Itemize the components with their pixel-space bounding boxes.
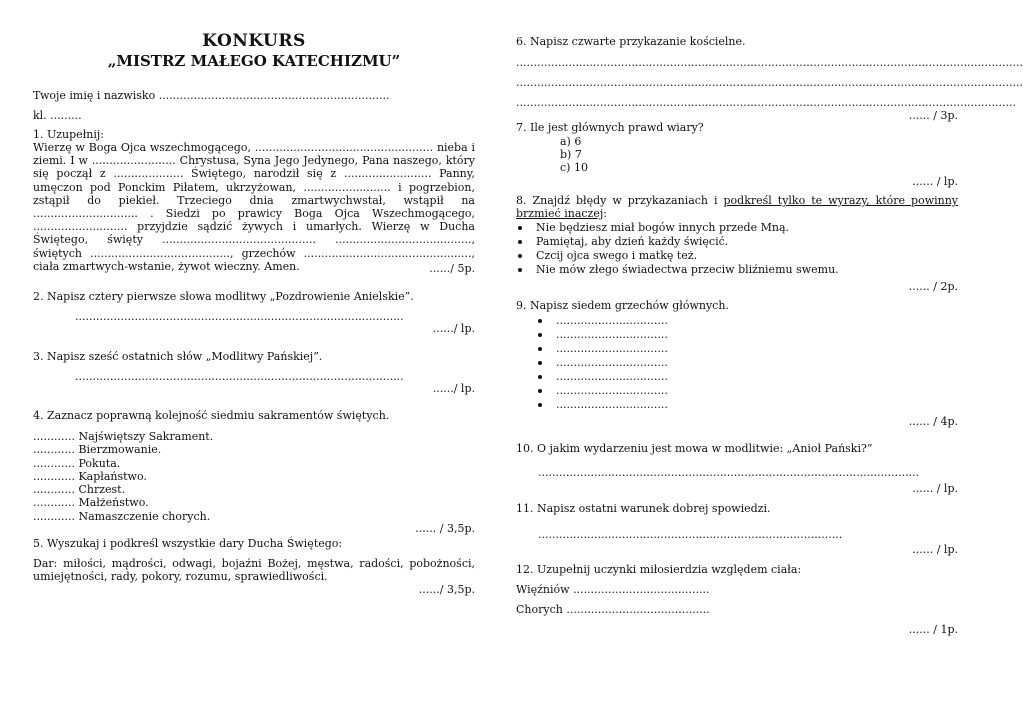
q9-title: 9. Napisz siedem grzechów głównych. [516, 299, 729, 312]
list-item: ............ Kapłaństwo. [33, 469, 147, 483]
q4-title: 4. Zaznacz poprawną kolejność siedmiu sakramentów świętych. [33, 409, 390, 422]
bullet-icon [538, 389, 542, 393]
list-item-text: ................................ [556, 370, 668, 383]
list-item: ............ Małżeństwo. [33, 496, 149, 510]
list-item [536, 314, 668, 328]
list-item [516, 221, 839, 235]
q6-line-3: ............................................................................................................................................... [516, 96, 1017, 109]
q2-title: 2. Napisz cztery pierwsze słowa modlitwy „Pozdrowienie Anielskie”. [33, 290, 414, 303]
q2-answer-line: .............................................................................................. [75, 310, 404, 323]
q7-title: 7. Ile jest głównych prawd wiary? [516, 121, 704, 134]
q11-points: ...... / lp. [912, 543, 958, 556]
list-item [536, 328, 668, 342]
list-item-text: Pamiętaj, aby dzień każdy święcić. [536, 235, 729, 248]
list-item-text: Nie będziesz miał bogów innych przede Mną. [536, 221, 790, 234]
list-item-text: ................................ [556, 314, 668, 327]
page-subtitle: „MISTRZ MAŁEGO KATECHIZMU” [107, 52, 401, 70]
bullet-icon [518, 240, 522, 244]
q5-points: ....../ 3,5p. [418, 583, 475, 596]
q8-title-text: 8. Znajdź błędy w przykazaniach i [516, 194, 724, 207]
list-item-text: Czcij ojca swego i matkę też. [536, 249, 698, 262]
page-title: KONKURS [202, 31, 306, 51]
q10-answer-line: ............................................................................................................. [538, 466, 920, 479]
q11-answer-line: ....................................................................................... [538, 528, 843, 541]
q6-title: 6. Napisz czwarte przykazanie kościelne. [516, 35, 746, 48]
q8-title-colon: : [603, 207, 607, 221]
q2-points: ....../ lp. [432, 322, 475, 335]
q1-points: ....../ 5p. [429, 262, 475, 275]
q1-title: 1. Uzupełnij: [33, 128, 104, 141]
q12-line-prisoners: Więźniów ....................................... [516, 583, 710, 596]
q4-list [33, 430, 213, 523]
q6-line-2: ................................................................................................................................................. [516, 76, 1023, 89]
q7-option-b: b) 7 [560, 148, 582, 161]
list-item-text: ................................ [556, 328, 668, 341]
bullet-icon [538, 403, 542, 407]
list-item [536, 370, 668, 384]
list-item [536, 356, 668, 370]
bullet-icon [538, 333, 542, 337]
q12-line-sick: Chorych ......................................... [516, 603, 710, 616]
q3-title: 3. Napisz sześć ostatnich słów „Modlitwy Pańskiej”. [33, 350, 323, 363]
list-item: ............ Pokuta. [33, 456, 121, 470]
list-item [536, 398, 668, 412]
q7-points: ...... / lp. [912, 175, 958, 188]
q12-title: 12. Uzupełnij uczynki miłosierdzia względem ciała: [516, 563, 802, 576]
bullet-icon [538, 375, 542, 379]
list-item [536, 342, 668, 356]
q8-title [516, 194, 958, 220]
q9-points: ...... / 4p. [908, 415, 958, 428]
list-item-text: ................................ [556, 356, 668, 369]
q8-points: ...... / 2p. [908, 280, 958, 293]
q1-text: Wierzę w Boga Ojca wszechmogącego, ................................................... nieba i ziemi. I w ........................ Chrystusa, Syna Jego Jedynego, Pana naszego, który się począł z .................... Świętego, narodził się z ......................... Panny, umęczon pod Ponckim Piłatem, ukrzyżowan, ......................... i pogrzebion, zstąpił do piekieł. Trzeciego dnia zmartwychwstał, wstąpił na .............................. . Siedzi po prawicy Boga Ojca Wszechmogącego, ........................... przyjdzie sądzić żywych i umarłych. Wierzę w Ducha Świętego, święty ............................................ ......................................., świętych ........................................, grzechów ................................................, ciała zmartwych-wstanie, żywot wieczny. Amen. [33, 141, 475, 273]
name-line: Twoje imię i nazwisko .................................................................. [33, 89, 390, 102]
q10-points: ...... / lp. [912, 482, 958, 495]
list-item [516, 249, 839, 263]
q9-list [536, 314, 668, 412]
q12-points: ...... / 1p. [908, 623, 958, 636]
q7-option-c: c) 10 [560, 161, 588, 174]
q7-option-a: a) 6 [560, 135, 582, 148]
bullet-icon [538, 361, 542, 365]
list-item: ............ Bierzmowanie. [33, 443, 162, 457]
bullet-icon [518, 254, 522, 258]
list-item [516, 235, 839, 249]
q5-title: 5. Wyszukaj i podkreśl wszystkie dary Ducha Świętego: [33, 537, 343, 550]
list-item [536, 384, 668, 398]
q6-points: ...... / 3p. [908, 109, 958, 122]
list-item: ............ Chrzest. [33, 483, 126, 497]
bullet-icon [518, 226, 522, 230]
q3-answer-line: .............................................................................................. [75, 370, 404, 383]
q8-title-underlined: podkreśl tylko te wyrazy, które powinny brzmieć inaczej [516, 194, 959, 221]
bullet-icon [518, 268, 522, 272]
q11-title: 11. Napisz ostatni warunek dobrej spowiedzi. [516, 502, 771, 515]
list-item: ............ Namaszczenie chorych. [33, 509, 211, 523]
list-item-text: ................................ [556, 342, 668, 355]
list-item-text: ................................ [556, 398, 668, 411]
list-item-text: Nie mów złego świadectwa przeciw bliźniemu swemu. [536, 263, 839, 276]
bullet-icon [538, 347, 542, 351]
q8-list [516, 221, 839, 277]
q5-text: Dar: miłości, mądrości, odwagi, bojaźni Bożej, męstwa, radości, pobożności, umiejętności, rady, pokory, rozumu, sprawiedliwości. [33, 557, 475, 584]
q4-points: ...... / 3,5p. [415, 522, 475, 535]
bullet-icon [538, 319, 542, 323]
list-item-text: ................................ [556, 384, 668, 397]
list-item [516, 263, 839, 277]
q3-points: ....../ lp. [432, 382, 475, 395]
q10-title: 10. O jakim wydarzeniu jest mowa w modlitwie: „Anioł Pański?” [516, 442, 873, 455]
class-line: kl. ......... [33, 109, 82, 122]
q6-line-1: ................................................................................................................................................. [516, 56, 1023, 69]
list-item: ............ Najświętszy Sakrament. [33, 430, 214, 443]
